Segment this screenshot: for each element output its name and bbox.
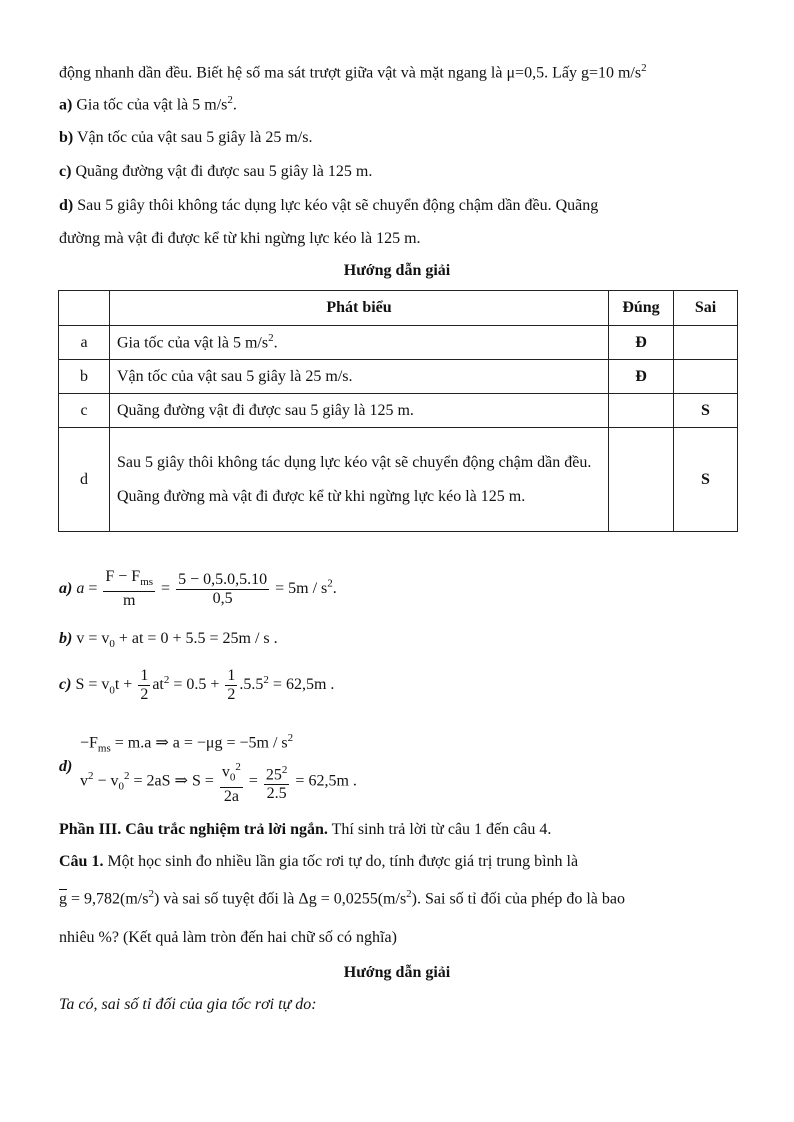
- option-d: d) Sau 5 giây thôi không tác dụng lực kéo vật sẽ chuyển động chậm dần đều. Quãng: [59, 197, 599, 214]
- option-b: b) Vận tốc của vật sau 5 giây là 25 m/s.: [59, 129, 313, 146]
- formula-c: c) $S = v_0t$ + $\frac{1}{2}$ $at^2 = 0.5$ + $\frac{1}{2}$ $.5.5^2 = 62,5m$ .: [59, 667, 335, 703]
- formula-d-label: d): [59, 758, 73, 775]
- question-1: Câu 1. Một học sinh đo nhiều lần gia tốc rơi tự do, tính được giá trị trung bình là: [59, 853, 579, 870]
- option-d-cont: đường mà vật đi được kể từ khi ngừng lực kéo là 125 m.: [59, 230, 421, 247]
- table-row: b Vận tốc của vật sau 5 giây là 25 m/s. Đ: [59, 360, 738, 394]
- formula-a: a) a = $\frac{F - F_{ms}}{m}$ = $\frac{5 - 0,5.0,5.10}{0,5}$ = $5m / s^2$.: [59, 568, 337, 610]
- answer-table: [58, 290, 738, 532]
- table-row: a Gia tốc của vật là 5 $m/s^2$. Đ: [59, 326, 738, 360]
- formula-b: b) $v = v_0$ + at = 0 + 5.5 = 25m / s .: [59, 630, 278, 651]
- formula-d-line1: $-F_{ms} = m.a$ ⇒ $a = -\mu g = -5m / s^2$: [80, 732, 294, 755]
- intro-line-1: động nhanh dần đều. Biết hệ số ma sát trượt giữa vật và mặt ngang là μ=0,5. Lấy g=10 $m/s^2$: [59, 62, 647, 82]
- solution-title-2: Hướng dẫn giải: [343, 964, 451, 981]
- solution-title: Hướng dẫn giải: [343, 262, 451, 279]
- option-a: a) Gia tốc của vật là 5 $m/s^2$.: [59, 94, 237, 114]
- formula-d-line2: $v^2 - v_0^2 = 2aS$ ⇒ S = $\frac{v_0^2}{2a}$ = $\frac{25^2}{2.5}$ = 62,5m .: [80, 758, 357, 806]
- question-1-line3: nhiêu %? (Kết quả làm tròn đến hai chữ số có nghĩa): [59, 929, 397, 946]
- header-true: Đúng: [609, 291, 674, 326]
- table-row: d Sau 5 giây thôi không tác dụng lực kéo vật sẽ chuyển động chậm dần đều. Quãng đường mà vật đi được kể từ khi ngừng lực kéo là 125 m. S: [59, 428, 738, 532]
- solution-intro: Ta có, sai số tỉ đối của gia tốc rơi tự do:: [59, 996, 317, 1013]
- part3-title: Phần III. Câu trắc nghiệm trả lời ngắn. Thí sinh trả lời từ câu 1 đến câu 4.: [59, 821, 552, 838]
- table-row: c Quãng đường vật đi được sau 5 giây là 125 m. S: [59, 394, 738, 428]
- question-1-line2: $\overline{g} = 9,782(m/s^2)$ và sai số tuyệt đối là $\Delta g = 0,0255(m/s^2)$. Sai số tỉ đối của phép đo là bao: [59, 888, 625, 908]
- option-c: c) Quãng đường vật đi được sau 5 giây là 125 m.: [59, 163, 373, 180]
- table-header: [59, 291, 738, 326]
- header-statement: Phát biểu: [110, 291, 609, 326]
- header-false: Sai: [674, 291, 738, 326]
